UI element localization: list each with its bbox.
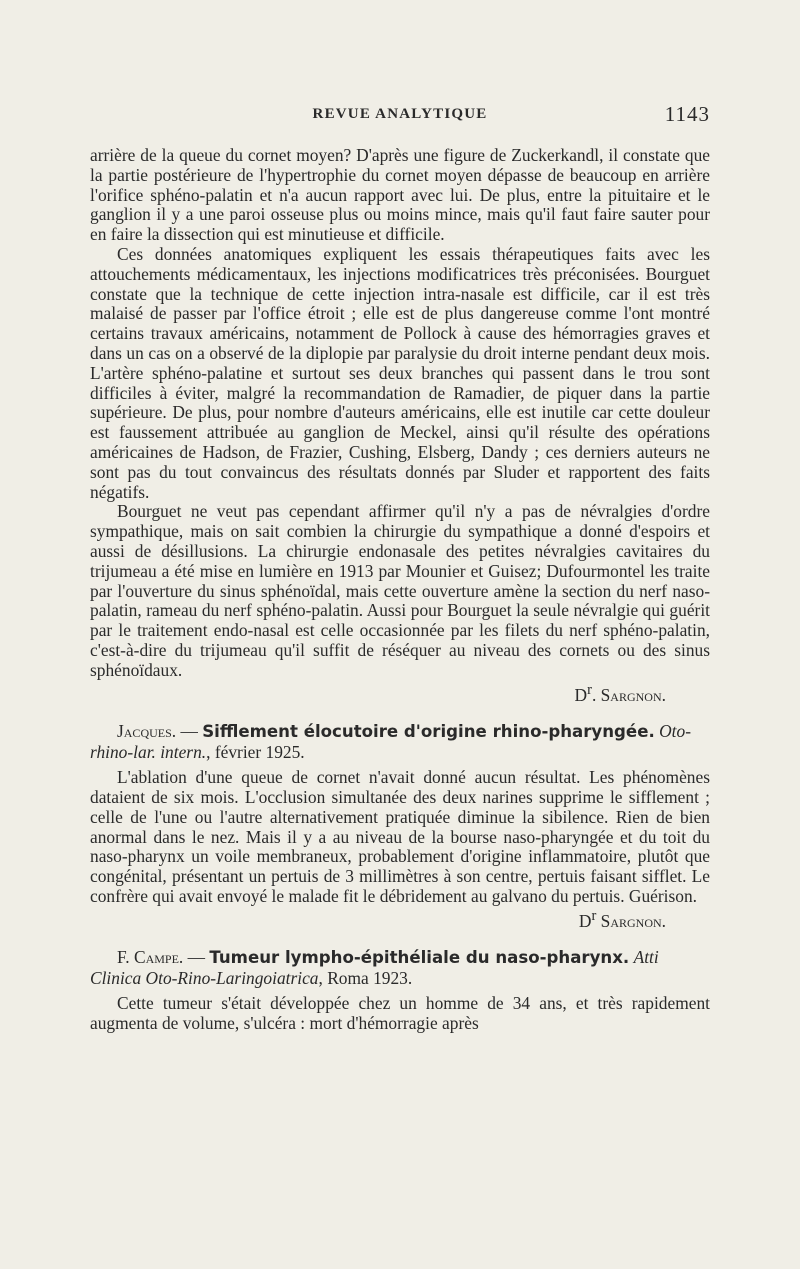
running-title: REVUE ANALYTIQUE (312, 106, 488, 122)
entry-source-rest: , Roma 1923. (318, 968, 413, 989)
page-number: 1143 (664, 102, 710, 126)
entry-title: Sifflement élocutoire d'origine rhino-pharyngée. (202, 722, 655, 742)
entry-heading: F. Campe. — Tumeur lympho-épithéliale du naso-pharynx. Atti Clinica Oto-Rino-Laringoiatrica, Roma 1923. (90, 947, 659, 989)
review-entry-jacques (90, 721, 710, 931)
signature-1: $D^r$. Sargnon. (574, 681, 666, 705)
paragraph-1: arrière de la queue du cornet moyen? D'après une figure de Zuckerkandl, il constate que la partie postérieure de l'hypertrophie du cornet moyen dépasse de beaucoup en arrière l'orifice sphéno-palatin et n'a aucun rapport avec lui. De plus, entre la pituitaire et le ganglion il y a une paroi osseuse plus ou moins mince, mais qu'il faut faire sauter pour en faire la dissection qui est minutieuse et difficile. (90, 145, 710, 245)
paragraph-2: Ces données anatomiques expliquent les essais thérapeutiques faits avec les attouchements médicamentaux, les injections modificatrices très préconisées. Bourguet constate que la technique de cette injection intra-nasale est difficile, car il est très malaisé de passer par l'office étroit ; elle est de plus dangereuse comme l'ont montré certains travaux américains, notamment de Pollock à cause des hémorragies graves et dans un cas on a observé de la diplopie par paralysie du droit interne pendant deux mois. L'artère sphéno-palatine et surtout ses deux branches qui passent dans le trou sont difficiles à éviter, malgré la recommandation de Ramadier, de piquer dans la partie supérieure. De plus, pour nombre d'auteurs américains, elle est inutile car cette douleur est faussement attribuée au ganglion de Meckel, ainsi qu'il résulte des opérations américaines de Hadson, de Frazier, Cushing, Elsberg, Dandy ; ces derniers auteurs ne sont pas du tout convaincus des résultats donnés par Sluder et rapportent des faits négatifs. (90, 243, 710, 502)
entry-text: Cette tumeur s'était développée chez un homme de 34 ans, et très rapidement augmenta de volume, s'ulcéra : mort d'hémorragie après (90, 993, 710, 1034)
page-body (90, 146, 710, 1034)
entry-source: Oto-rhino-lar. intern. (90, 721, 691, 763)
entry-text: L'ablation d'une queue de cornet n'avait donné aucun résultat. Les phénomènes dataient de six mois. L'occlusion simultanée des deux narines supprime le sifflement ; celle de l'une ou l'autre alternativement pratiquée diminue la sibilence. Rien de bien anormal dans le nez. Mais il y a au niveau de la bourse naso-pharyngée et du toit du naso-pharynx un voile membraneux, probablement d'origine inflammatoire, plutôt que congénital, présentant un pertuis de 3 millimètres à son centre, pertuis faisant sifflet. Le confrère qui avait envoyé le malade fit le débridement au galvano du pertuis. Guérison. (90, 767, 710, 906)
entry-author: F. Campe. (117, 947, 184, 968)
entry-date: , février 1925. (206, 742, 305, 763)
entry-author: Jacques. (117, 721, 177, 742)
review-entry-campe (90, 947, 710, 1034)
entry-heading: Jacques. — Sifflement élocutoire d'origine rhino-pharyngée. Oto-rhino-lar. intern., février 1925. (90, 721, 691, 763)
signature-2: $D^r$ Sargnon. (578, 907, 666, 931)
entry-title: Tumeur lympho-épithéliale du naso-pharynx. (209, 948, 630, 968)
paragraph-3: Bourguet ne veut pas cependant affirmer qu'il n'y a pas de névralgies d'ordre sympathique, mais on sait combien la chirurgie du sympathique a donné d'espoirs et aussi de désillusions. La chirurgie endonasale des petites névralgies cavitaires du trijumeau a été mise en lumière en 1913 par Mounier et Guisez; Dufourmontel les traite par l'ouverture du sinus sphénoïdal, mais cette ouverture amène la section du nerf naso-palatin, rameau du nerf sphéno-palatin. Aussi pour Bourguet la seule névralgie qui guérit par le traitement endo-nasal est celle occasionnée par les filets du nerf sphéno-palatin, c'est-à-dire du trijumeau qu'il suffit de réséquer au niveau des cornets ou des sinus sphénoïdaux. (90, 501, 710, 680)
entry-source: Atti Clinica Oto-Rino-Laringoiatrica (90, 947, 659, 989)
page-header (90, 102, 710, 126)
